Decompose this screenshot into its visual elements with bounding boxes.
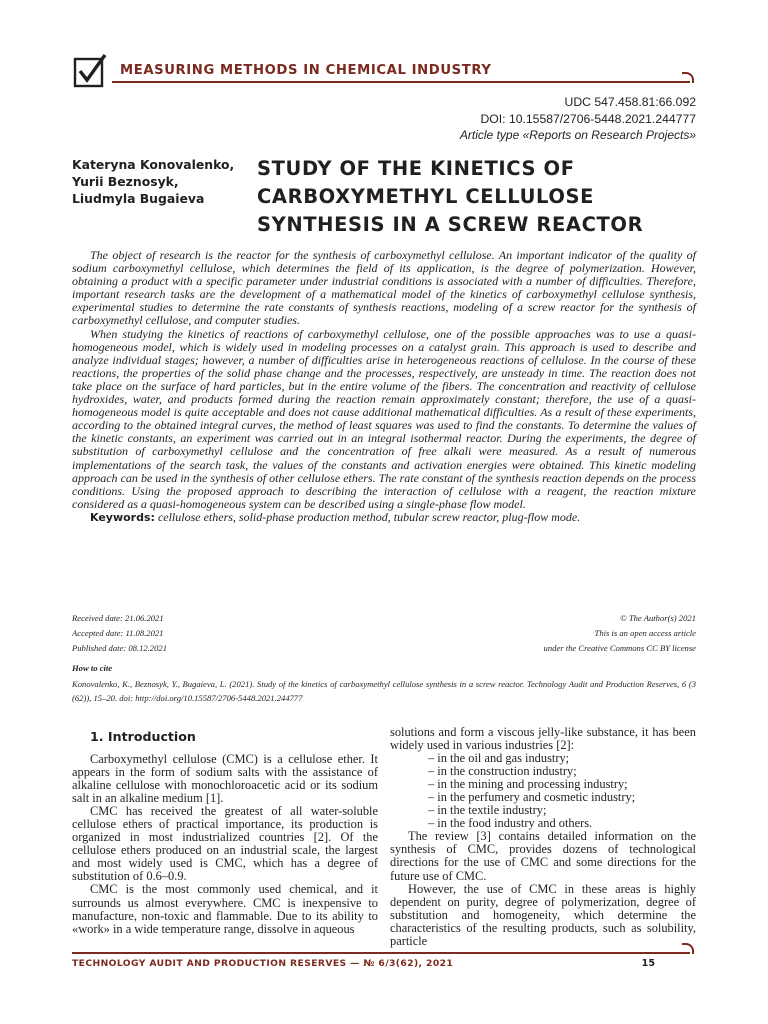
keywords-label: Keywords: <box>90 510 155 524</box>
author-name: Liudmyla Bugaieva <box>72 191 205 206</box>
list-item: – in the construction industry; <box>428 764 577 779</box>
body-paragraph: CMC is the most commonly used chemical, and it surrounds us almost everywhere. CMC is inexpensive to manufacture, non-toxic and flammable. Due to its ability to «work» in a wide temperature range, dissolve in aqueous <box>72 882 378 936</box>
how-to-cite-label: How to cite <box>72 663 113 673</box>
footer-rule <box>72 952 690 954</box>
accepted-date: Accepted date: 11.08.2021 <box>72 628 164 638</box>
copyright: © The Author(s) 2021 <box>620 613 696 623</box>
section-heading-introduction: 1. Introduction <box>90 729 196 744</box>
license-info <box>544 611 696 656</box>
list-item: – in the mining and processing industry; <box>428 777 628 792</box>
body-paragraph: The review [3] contains detailed information on the synthesis of CMC, provides dozens of technological directions for the use of CMC and some directions for the future use of CMC. <box>390 829 696 883</box>
journal-footer: TECHNOLOGY AUDIT AND PRODUCTION RESERVES — № 6/3(62), 2021 <box>72 958 454 969</box>
publication-dates <box>72 611 167 656</box>
abstract <box>72 249 696 524</box>
abstract-paragraph: The object of research is the reactor for the synthesis of carboxymethyl cellulose. An important indicator of the quality of sodium carboxymethyl cellulose, which determines the field of its application, is the degree of polymerization. However, obtaining a product with a specific parameter under industrial conditions is associated with a number of difficulties. Therefore, important research tasks are the development of a mathematical model of the kinetics of carboxymethyl cellulose synthesis, experimental studies to determine the rate constants of synthesis reactions, modeling of a screw reactor for the synthesis of carboxymethyl cellulose, and computer studies. <box>72 248 696 328</box>
list-item: – in the perfumery and cosmetic industry; <box>428 790 636 805</box>
body-paragraph: CMC has received the greatest of all water-soluble cellulose ethers of practical importance, its production is organized in most industrialized countries [2]. Of the cellulose ethers produced on an industrial scale, the largest and most widely used is CMC, which has a degree of substitution of 0.6–0.9. <box>72 804 378 884</box>
author-name: Kateryna Konovalenko, <box>72 157 235 172</box>
body-column-left <box>72 753 378 936</box>
body-paragraph: solutions and form a viscous jelly-like substance, it has been widely used in various industries [2]: <box>390 725 696 753</box>
header-rule-end <box>682 72 694 83</box>
list-item: – in the oil and gas industry; <box>428 751 570 766</box>
keywords-text: cellulose ethers, solid-phase production method, tubular screw reactor, plug-flow mode. <box>157 509 581 524</box>
doi: DOI: 10.15587/2706-5448.2021.244777 <box>480 112 696 126</box>
title-line: CARBOXYMETHYL CELLULOSE <box>257 185 595 208</box>
license-line: under the Creative Commons CC BY license <box>543 643 696 653</box>
article-type: Article type «Reports on Research Projects» <box>459 128 696 142</box>
udc-code: UDC 547.458.81:66.092 <box>564 95 696 109</box>
list-item: – in the food industry and others. <box>428 816 593 831</box>
title-line: SYNTHESIS IN A SCREW REACTOR <box>257 213 644 236</box>
list-item: – in the textile industry; <box>428 803 547 818</box>
keywords <box>72 511 696 524</box>
article-title <box>257 155 697 239</box>
license-line: This is an open access article <box>594 628 696 638</box>
published-date: Published date: 08.12.2021 <box>72 643 167 653</box>
abstract-paragraph: When studying the kinetics of reactions of carboxymethyl cellulose, one of the possible approaches was to use a quasi-homogeneous model, which is widely used in modeling processes on a catalyst grain. This approach is used to describe and analyze individual stages; however, a number of difficulties arise in heterogeneous reactions of cellulose. In the course of these reactions, the properties of the solid phase change and the processes, respectively, are unsteady in time. The reaction does not take place on the surface of hard particles, but in the entire volume of the fibers. The concentration and reactivity of cellulose hydroxides, water, and products formed during the reaction remain approximately constant; therefore, the use of a quasi-homogeneous model is quite acceptable and does not cause additional mathematical difficulties. As a result of these experiments, according to the obtained integral curves, the method of least squares was used to find the constants. To determine the values of the kinetic constants, an experiment was carried out in an integral isothermal reactor. During the experiments, the degree of substitution of carboxymethyl cellulose and the concentration of free alkali were measured. As a result of numerous implementations of the search task, the values of the constants and activation energies were obtained. This kinetic modeling approach can be used in the synthesis of other cellulose ethers. The rate constant of the synthesis reaction depends on the process conditions. Using the proposed approach to describing the interaction of cellulose with a reagent, the reaction mixture considered as a quasi-homogeneous system can be described using a single-phase flow model. <box>72 326 696 511</box>
section-title: MEASURING METHODS IN CHEMICAL INDUSTRY <box>120 63 492 78</box>
author-list <box>72 156 244 207</box>
received-date: Received date: 21.06.2021 <box>72 613 164 623</box>
page-number: 15 <box>641 958 655 969</box>
title-line: STUDY OF THE KINETICS OF <box>257 157 575 180</box>
citation-text: Konovalenko, K., Beznosyk, Y., Bugaieva, L. (2021). Study of the kinetics of carboxymethyl cellulose synthesis in a screw reactor. Technology Audit and Production Reserves, 6 (3 (62)), 15–20. doi: http://doi.org/10.15587/2706-5448.2021.244777 <box>72 679 696 703</box>
checkmark-box-icon <box>72 53 108 89</box>
header-rule <box>112 81 690 83</box>
body-column-right <box>390 726 696 948</box>
body-paragraph: However, the use of CMC in these areas is highly dependent on purity, degree of polymerization, degree of substitution and homogeneity, which determine the characteristics of the resulting products, such as solubility, particle <box>390 881 696 948</box>
author-name: Yurii Beznosyk, <box>72 174 179 189</box>
body-paragraph: Carboxymethyl cellulose (CMC) is a cellulose ether. It appears in the form of sodium salts with the assistance of alkaline cellulose with monochloroacetic acid or its sodium salt in an alkaline medium [1]. <box>72 752 378 806</box>
